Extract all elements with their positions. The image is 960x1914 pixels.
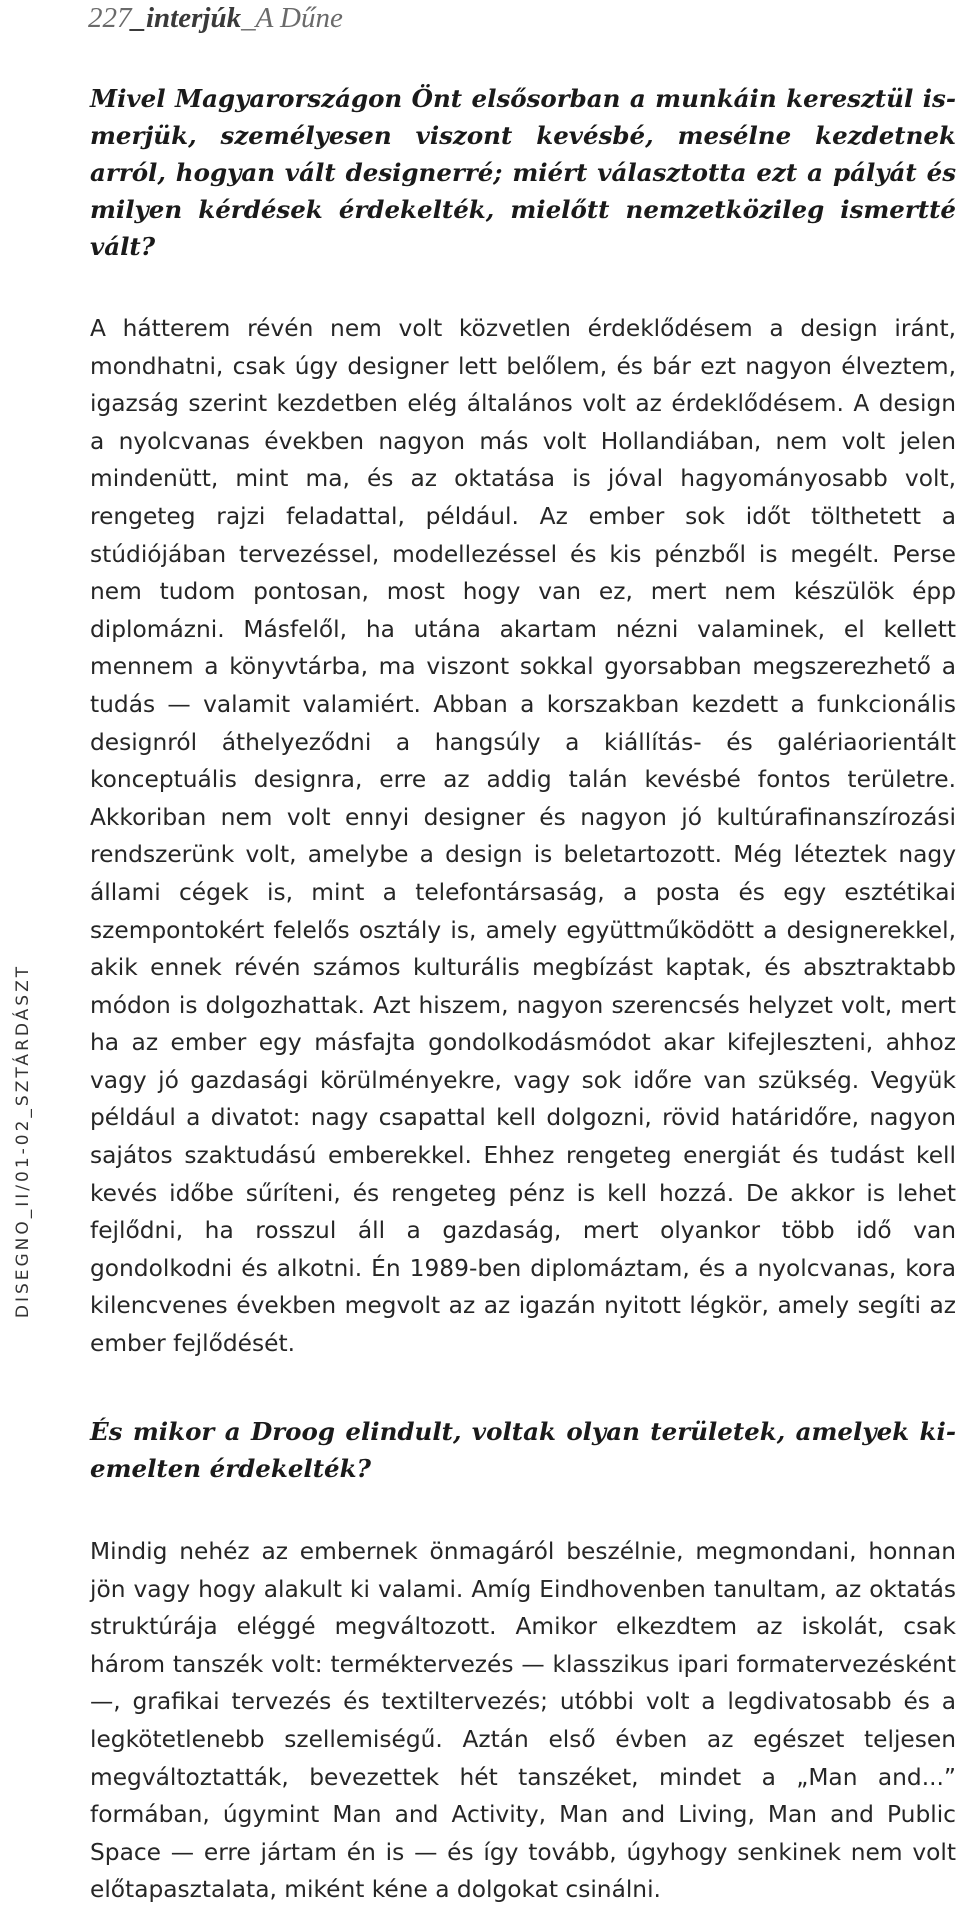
vertical-journal-label: DISEGNO_II/01-02_SZTÁRDÁSZT <box>13 963 33 1319</box>
interview-question: Mivel Magyarországon Önt elsősorban a munkáin keresztül ismerjük, személyesen viszont kevésbé, mesélne kezdetnek arról, hogyan vált designerré; miért választotta ezt a pályát és milyen kérdések érdekelték, mielőtt nemzetközileg ismertté vált? <box>90 84 956 261</box>
page-number: 227 <box>88 2 132 34</box>
article-subject: _A Dűne <box>241 2 343 34</box>
interview-question: És mikor a Droog elindult, voltak olyan területek, amelyek kiemelten érdekelték? <box>90 1417 956 1483</box>
interview-answer: A hátterem révén nem volt közvetlen érdeklődésem a design iránt, mondhatni, csak úgy designer lett belőlem, és bár ezt nagyon élveztem, igazság szerint kezdetben elég általános volt az érdeklődésem. A design a nyolcvanas években nagyon más volt Hollandiában, nem volt jelen mindenütt, mint ma, és az oktatása is jóval hagyományosabb volt, rengeteg rajzi feladattal, például. Az ember sok időt tölthetett a stúdiójában tervezéssel, modellezéssel és kis pénzből is megélt. Perse nem tudom pontosan, most hogy van ez, mert nem készülök épp diplomázni. Másfelől, ha utána akartam nézni valaminek, el kellett mennem a könyvtárba, ma viszont sokkal gyorsabban megszerezhető a tudás — valamit valamiért. Abban a korszakban kezdett a funkcionális designról áthelyeződni a hangsúly a kiállítás- és galériaorientált konceptuális designra, erre az addig talán kevésbé fontos területre. Akkoriban nem volt ennyi designer és nagyon jó kultúrafinanszírozási rendszerünk volt, amelybe a design is beletartozott. Még léteztek nagy állami cégek is, mint a telefontársaság, a posta és egy esztétikai szempontokért felelős osztály is, amely együttműködött a designerekkel, akik ennek révén számos kulturális megbízást kaptak, és absztraktabb módon is dolgozhattak. Azt hiszem, nagyon szerencsés helyzet volt, mert ha az ember egy másfajta gondolkodásmódot akar kifejleszteni, ahhoz vagy jó gazdasági körülményekre, vagy sok időre van szükség. Vegyük például a divatot: nagy csapattal kell dolgozni, rövid határidőre, nagyon sajátos szaktudású emberekkel. Ehhez rengeteg energiát és tudást kell kevés időbe sűríteni, és rengeteg pénz is kell hozzá. De akkor is lehet fejlődni, ha rosszul áll a gazdaság, mert olyankor több idő van gondolkodni és alkotni. Én 1989-ben diplomáztam, és a nyolcvanas, kora kilencvenes években megvolt az az igazán nyitott légkör, amely segíti az ember fejlődését. <box>90 315 956 1358</box>
running-header <box>88 2 343 35</box>
section-label: _interjúk <box>131 2 242 34</box>
interview-answer: Mindig nehéz az embernek önmagáról beszélnie, megmondani, honnan jön vagy hogy alakult ki valami. Amíg Eindhovenben tanultam, az oktatás struktúrája eléggé megváltozott. Amikor elkezdtem az iskolát, csak három tanszék volt: terméktervezés — klasszikus ipari formatervezésként —, grafikai tervezés és textiltervezés; utóbbi volt a legdivatosabb és a legkötetlenebb szellemiségű. Aztán első évben az egészet teljesen megváltoztatták, bevezettek hét tanszéket, mindet a „Man and...” formában, úgymint Man and Activity, Man and Living, Man and Public Space — erre jártam én is — és így tovább, úgyhogy senkinek nem volt előtapasztalata, miként kéne a dolgokat csinálni. <box>90 1538 956 1904</box>
